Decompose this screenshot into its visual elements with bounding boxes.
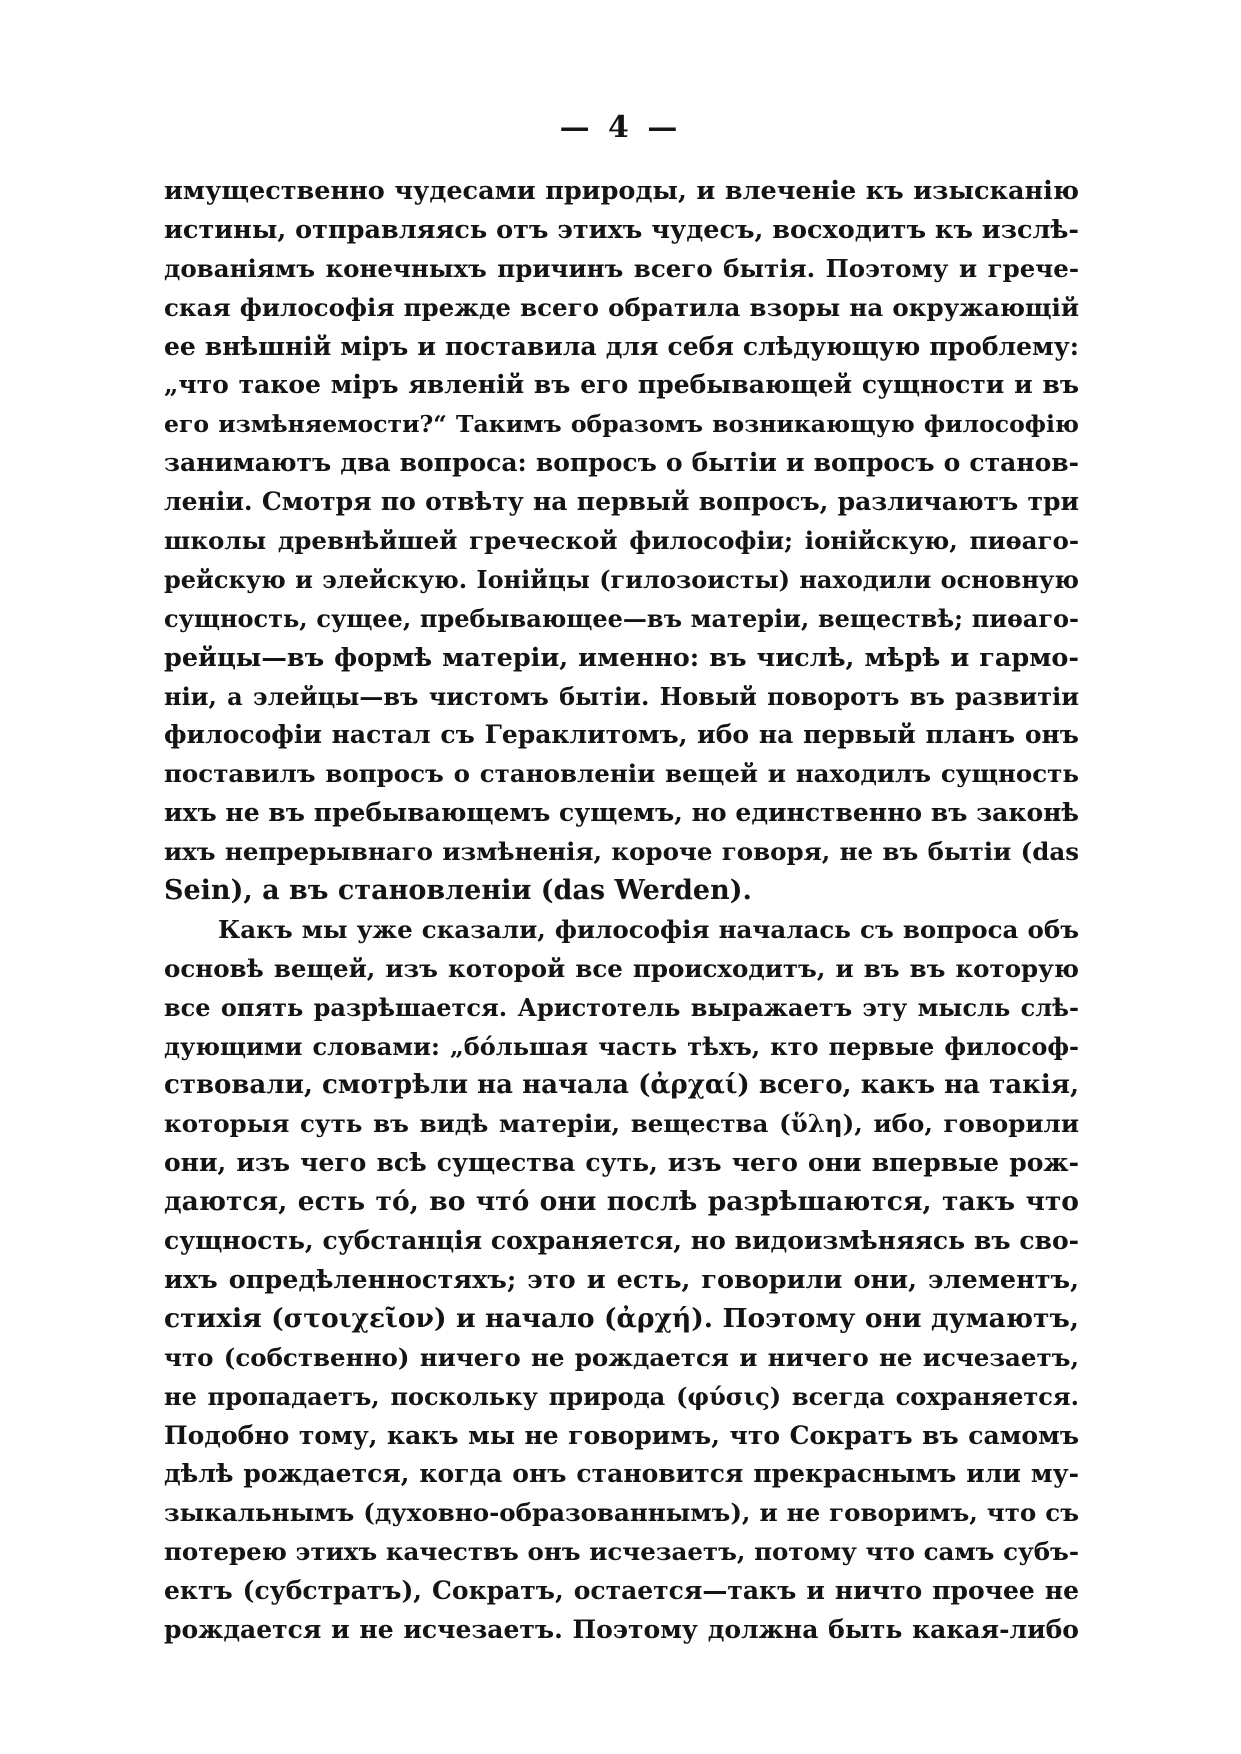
text-line: стихія (στοιχεῖον) и начало (ἀρχή). Поэтому они думаютъ,	[164, 1302, 1079, 1334]
text-line: они, изъ чего всѣ существа суть, изъ чего они впервые рож-	[164, 1148, 1079, 1178]
text-line: леніи. Смотря по отвѣту на первый вопросъ, различаютъ три	[164, 487, 1079, 517]
text-line: ніи, а элейцы—въ чистомъ бытіи. Новый поворотъ въ развитіи	[164, 681, 1079, 711]
text-line: ихъ опредѣленностяхъ; это и есть, говорили они, элементъ,	[164, 1264, 1079, 1295]
text-line: школы древнѣйшей греческой философіи; іонійскую, пиѳаго-	[164, 526, 1079, 556]
text-line: рейскую и элейскую. Іонійцы (гилозоисты) находили основную	[164, 564, 1079, 594]
text-line: сущность, субстанція сохраняется, но видоизмѣняясь въ сво-	[164, 1226, 1079, 1256]
text-line: дованіямъ конечныхъ причинъ всего бытія. Поэтому и грече-	[164, 253, 1079, 283]
text-line: поставилъ вопросъ о становленіи вещей и находилъ сущность	[164, 759, 1079, 789]
text-line: зыкальнымъ (духовно-образованнымъ), и не говоримъ, что съ	[164, 1498, 1079, 1528]
text-line: ихъ непрерывнаго измѣненія, короче говоря, не въ бытіи (das	[164, 837, 1079, 867]
text-line: дѣлѣ рождается, когда онъ становится прекраснымъ или му-	[164, 1459, 1079, 1489]
text-line: потерею этихъ качествъ онъ исчезаетъ, потому что самъ субъ-	[164, 1537, 1079, 1567]
text-line: Какъ мы уже сказали, философія началась съ вопроса объ	[218, 914, 1079, 944]
text-line: имущественно чудесами природы, и влеченіе къ изысканію	[164, 176, 1079, 206]
text-line: даются, есть тó, во чтó они послѣ разрѣшаются, такъ что	[164, 1186, 1079, 1218]
text-line: дующими словами: „бóльшая часть тѣхъ, кто первые философ-	[164, 1031, 1079, 1061]
text-line: которыя суть въ видѣ матеріи, вещества (ὕλη), ибо, говорили	[164, 1109, 1079, 1139]
text-line: ихъ не въ пребывающемъ сущемъ, но единственно въ законѣ	[164, 798, 1079, 828]
text-line: рождается и не исчезаетъ. Поэтому должна быть какая-либо	[164, 1614, 1079, 1644]
paragraph	[164, 911, 1079, 1650]
text-line: не пропадаетъ, поскольку природа (φύσις) всегда сохраняется.	[164, 1381, 1079, 1411]
text-line: Sein), а въ становленіи (das Werden).	[164, 875, 752, 907]
text-line: сущность, сущее, пребывающее—въ матеріи, веществѣ; пиѳаго-	[164, 603, 1079, 633]
text-line: ствовали, смотрѣли на начала (ἀρχαί) всего, какъ на такія,	[164, 1070, 1079, 1101]
text-line: ская философія прежде всего обратила взоры на окружающій	[164, 292, 1079, 322]
text-line: истины, отправляясь отъ этихъ чудесъ, восходитъ къ изслѣ-	[164, 214, 1079, 245]
text-line: все опять разрѣшается. Аристотель выражаетъ эту мысль слѣ-	[164, 992, 1079, 1022]
body-text	[164, 172, 1079, 1650]
text-line: занимаютъ два вопроса: вопросъ о бытіи и вопросъ о станов-	[164, 448, 1079, 478]
paragraph	[164, 172, 1079, 911]
page-number: — 4 —	[559, 110, 682, 145]
text-line: „что такое міръ явленій въ его пребывающей сущности и въ	[164, 370, 1079, 400]
text-line: его измѣняемости?“ Такимъ образомъ возникающую философію	[164, 410, 1079, 439]
text-line: ектъ (субстратъ), Сократъ, остается—такъ и ничто прочее не	[164, 1576, 1079, 1606]
text-line: основѣ вещей, изъ которой все происходитъ, и въ въ которую	[164, 953, 1079, 983]
text-line: ее внѣшній міръ и поставила для себя слѣдующую проблему:	[164, 331, 1079, 361]
text-line: что (собственно) ничего не рождается и ничего не исчезаетъ,	[164, 1342, 1079, 1372]
text-line: Подобно тому, какъ мы не говоримъ, что Сократъ въ самомъ	[164, 1420, 1079, 1450]
text-line: рейцы—въ формѣ матеріи, именно: въ числѣ, мѣрѣ и гармо-	[164, 642, 1079, 673]
text-line: философіи настал съ Гераклитомъ, ибо на первый планъ онъ	[164, 720, 1079, 750]
